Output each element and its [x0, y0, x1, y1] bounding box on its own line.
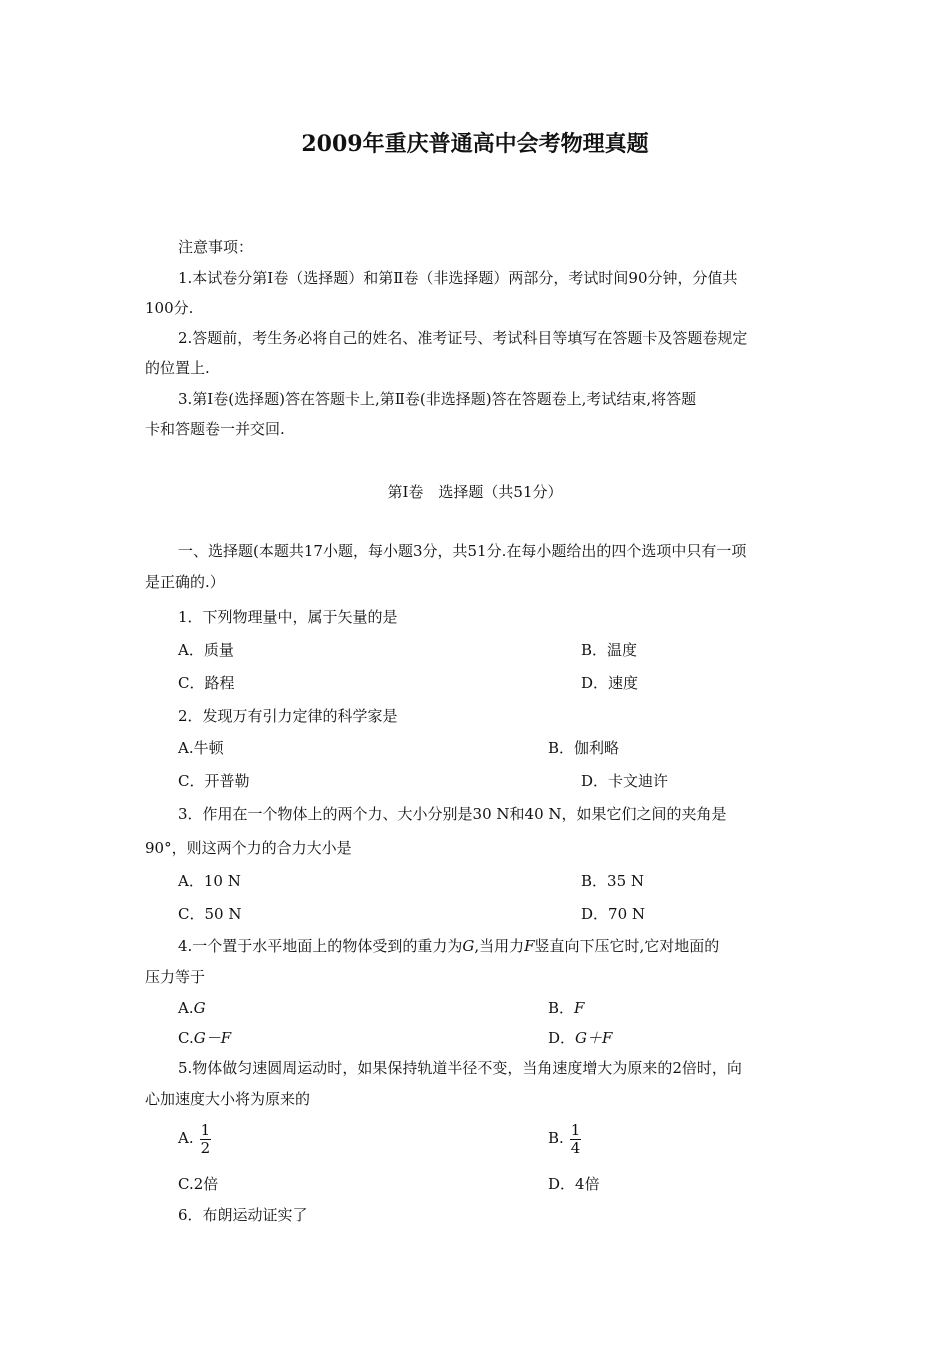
question-4-stem-cont: 压力等于	[145, 968, 206, 986]
fraction	[570, 1122, 582, 1157]
notice-heading: 注意事项：	[178, 238, 254, 256]
question-4-option-c	[178, 1028, 231, 1048]
option-value: G	[193, 999, 206, 1017]
option-label: C.	[178, 1029, 194, 1047]
question-4-option-b	[548, 998, 584, 1018]
question-5-option-c: C.2倍	[178, 1175, 219, 1193]
question-2-stem: 2．发现万有引力定律的科学家是	[178, 707, 398, 725]
option-value: F	[574, 999, 585, 1017]
question-4-option-d	[548, 1028, 612, 1048]
fraction-denominator: 4	[570, 1138, 581, 1157]
fraction-numerator: 1	[200, 1120, 211, 1139]
question-4-stem-part-2: ,当用力	[474, 937, 525, 955]
question-3-option-c: C．50 N	[178, 905, 242, 923]
question-4-symbol-f: F	[524, 937, 535, 955]
question-4-option-a	[178, 998, 206, 1018]
question-1-stem: 1．下列物理量中，属于矢量的是	[178, 608, 398, 626]
question-1-option-d: D．速度	[581, 674, 639, 692]
option-label: B．	[548, 999, 575, 1017]
question-5-option-d: D．4倍	[548, 1175, 600, 1193]
fraction	[200, 1122, 212, 1157]
question-5-option-a	[178, 1121, 211, 1157]
notice-item-1: 1.本试卷分第Ⅰ卷（选择题）和第Ⅱ卷（非选择题）两部分，考试时间90分钟，分值共	[178, 269, 738, 287]
question-3-stem-cont: 90°，则这两个力的合力大小是	[145, 839, 352, 857]
question-2-option-b: B．伽利略	[548, 739, 620, 757]
question-1-option-c: C．路程	[178, 674, 235, 692]
option-label: B.	[548, 1129, 564, 1147]
question-2-option-d: D．卡文迪许	[581, 772, 669, 790]
section-heading: 第Ⅰ卷 选择题（共51分）	[387, 483, 563, 501]
question-3-option-a: A．10 N	[178, 872, 241, 890]
question-1-option-a: A．质量	[178, 641, 234, 659]
question-1-option-b: B．温度	[581, 641, 638, 659]
page-title: 2009年重庆普通高中会考物理真题	[301, 131, 649, 157]
option-value: G＋F	[575, 1029, 613, 1047]
option-label: A.	[178, 1129, 194, 1147]
option-label: D．	[548, 1029, 576, 1047]
question-5-option-b	[548, 1121, 581, 1157]
option-label: A.	[178, 999, 194, 1017]
question-4-stem-part-3: 竖直向下压它时,它对地面的	[534, 937, 720, 955]
section-instructions: 一、选择题(本题共17小题，每小题3分，共51分.在每小题给出的四个选项中只有一项	[178, 542, 747, 560]
section-instructions-cont: 是正确的.）	[145, 573, 225, 591]
fraction-denominator: 2	[200, 1138, 211, 1157]
notice-item-2: 2.答题前，考生务必将自己的姓名、准考证号、考试科目等填写在答题卡及答题卷规定	[178, 329, 748, 347]
question-3-option-b: B．35 N	[581, 872, 645, 890]
notice-item-3: 3.第Ⅰ卷(选择题)答在答题卡上,第Ⅱ卷(非选择题)答在答题卷上,考试结束,将答题	[178, 390, 697, 408]
notice-item-3-cont: 卡和答题卷一并交回.	[145, 420, 285, 438]
question-5-stem: 5.物体做匀速圆周运动时，如果保持轨道半径不变，当角速度增大为原来的2倍时，向	[178, 1059, 742, 1077]
notice-item-2-cont: 的位置上.	[145, 359, 210, 377]
question-5-stem-cont: 心加速度大小将为原来的	[145, 1090, 311, 1108]
question-4-stem-part-1: 4.一个置于水平地面上的物体受到的重力为	[178, 937, 463, 955]
question-3-stem: 3．作用在一个物体上的两个力、大小分别是30 N和40 N，如果它们之间的夹角是	[178, 805, 727, 823]
question-4-symbol-g: G	[462, 937, 475, 955]
question-2-option-c: C．开普勒	[178, 772, 250, 790]
question-3-option-d: D．70 N	[581, 905, 646, 923]
question-2-option-a: A.牛顿	[178, 739, 224, 757]
fraction-numerator: 1	[570, 1120, 581, 1139]
question-6-stem: 6．布朗运动证实了	[178, 1206, 308, 1224]
question-4-stem	[178, 936, 719, 956]
option-value: G－F	[193, 1029, 232, 1047]
notice-item-1-cont: 100分.	[145, 299, 194, 317]
